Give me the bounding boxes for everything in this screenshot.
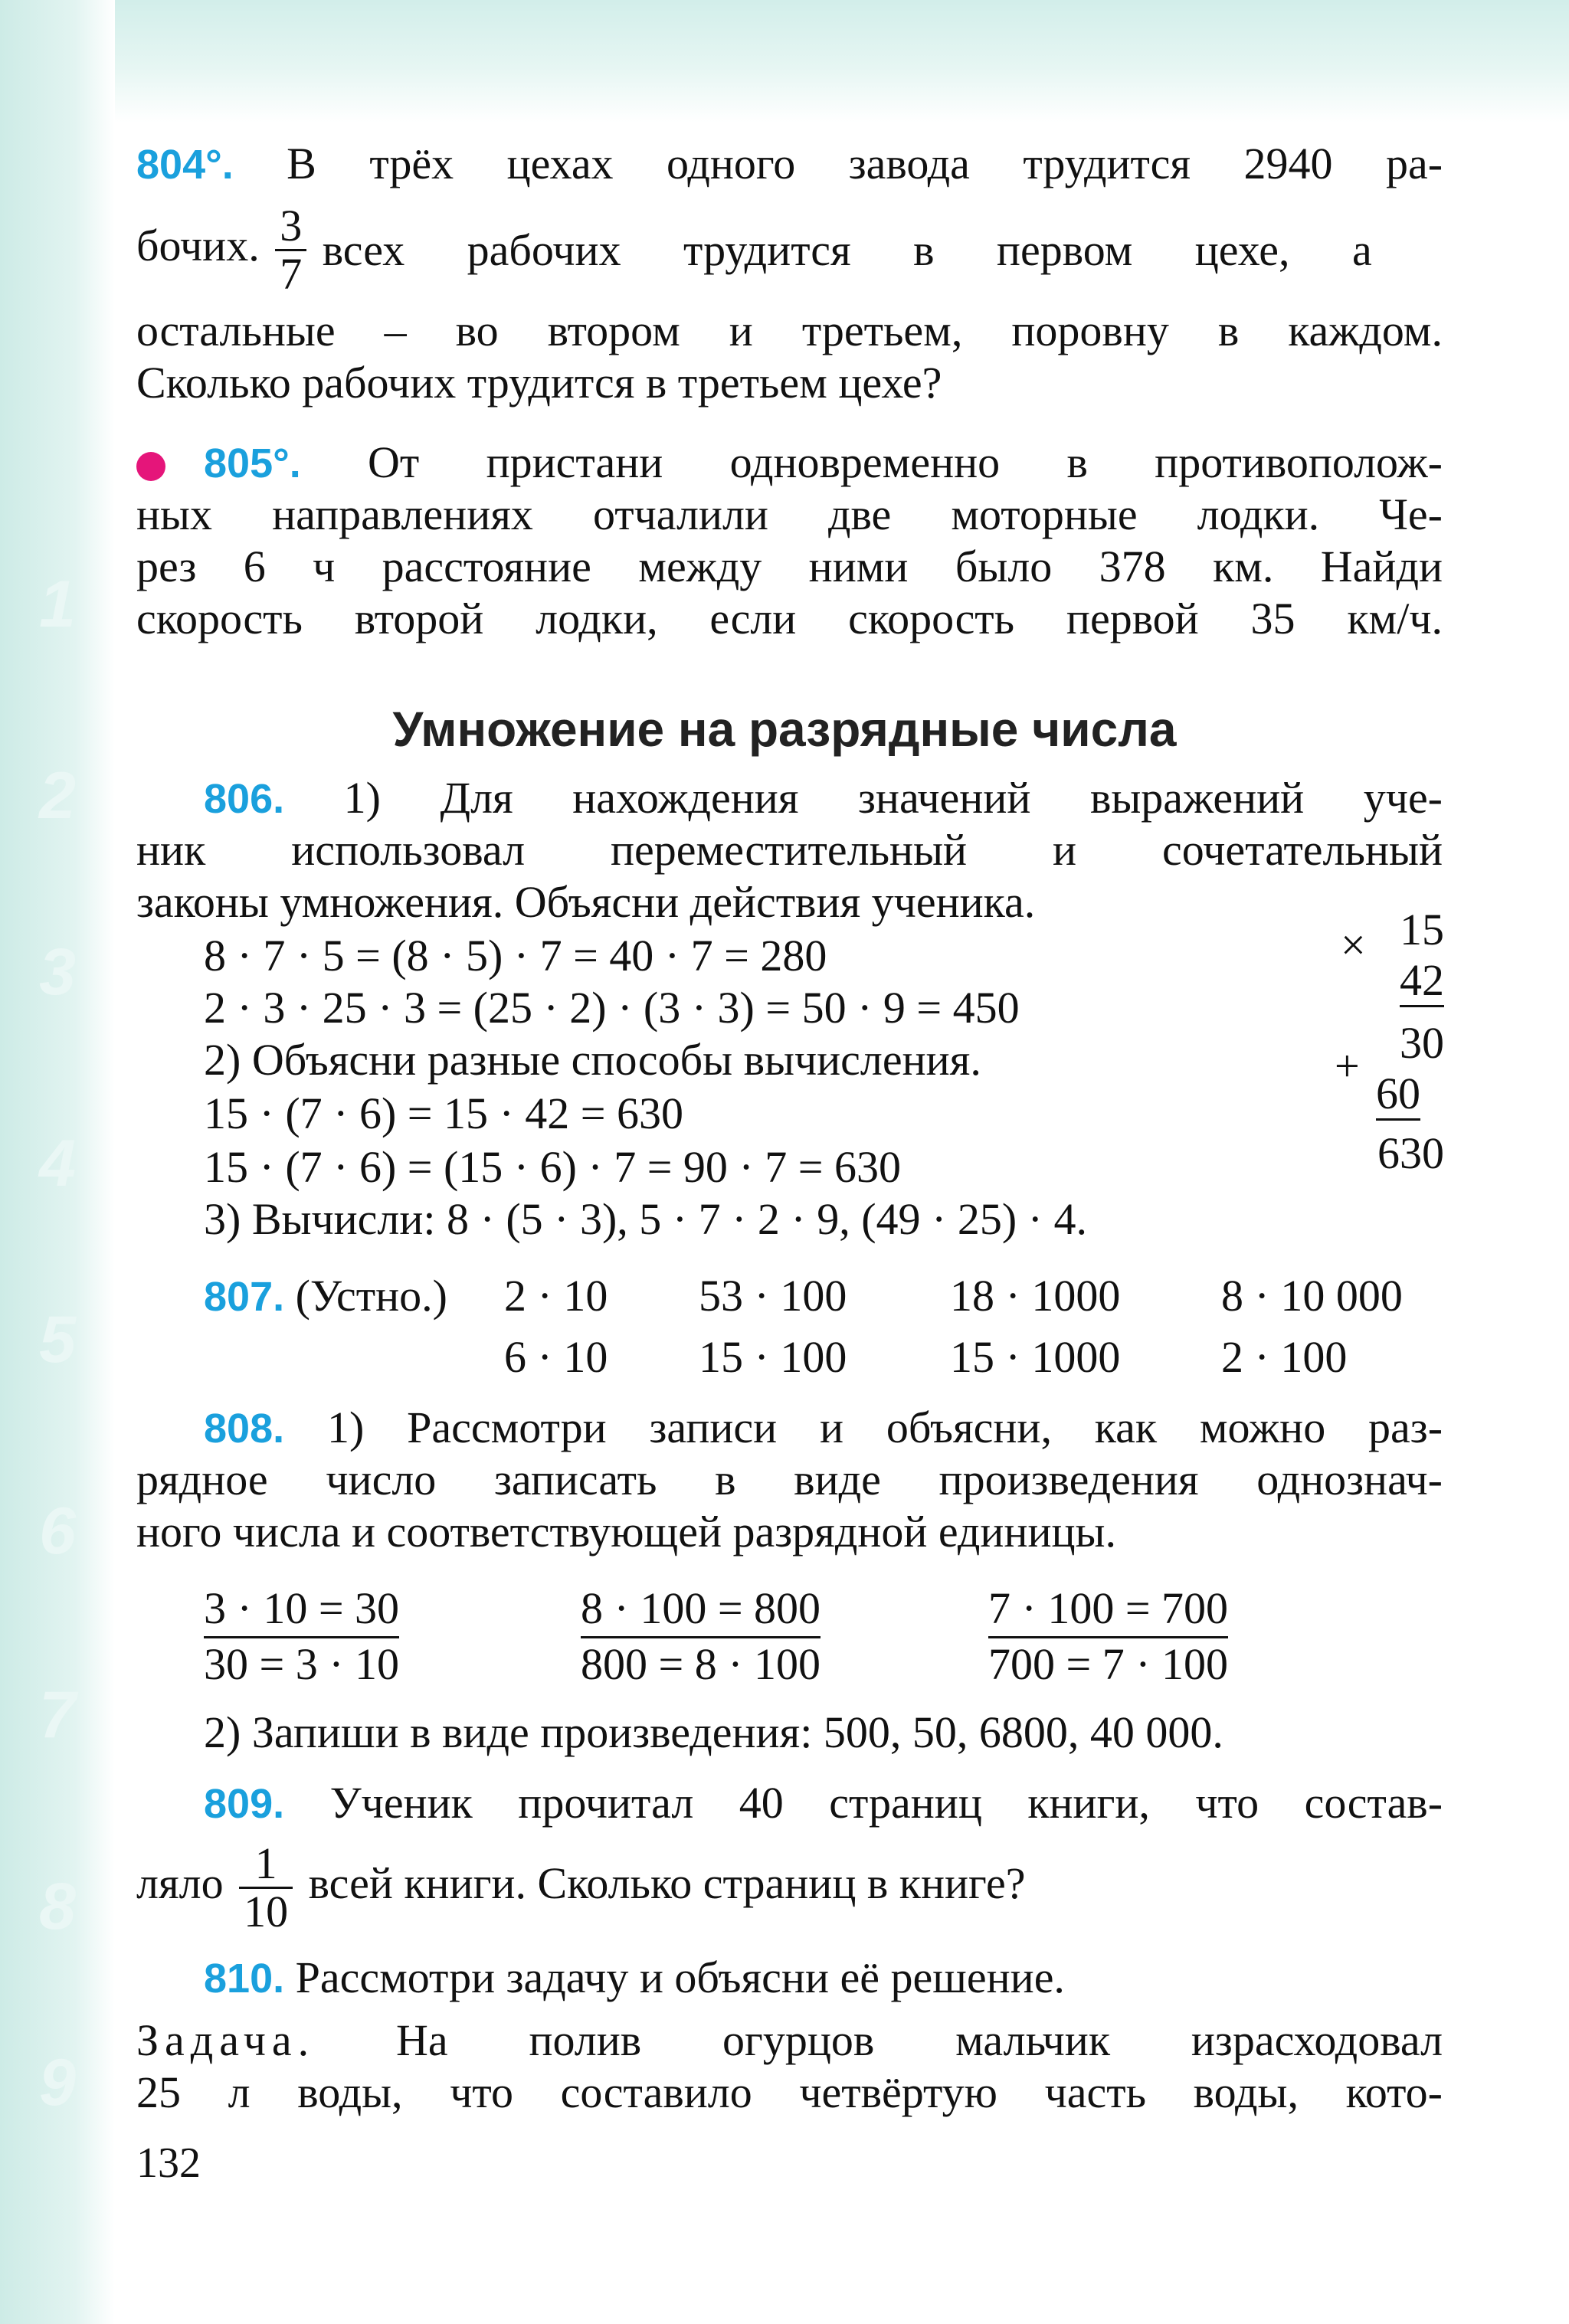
column-row: [1356, 954, 1444, 1007]
problem-text: Рассмотри задачу и объясни её решение.: [295, 1952, 1065, 2002]
column-row: [1356, 904, 1444, 956]
equality-pair: [581, 1583, 821, 1691]
problem-text: всей книги. Сколько страниц в книге?: [308, 1858, 1026, 1908]
side-number: 1: [39, 568, 76, 641]
problem-text: На полив огурцов мальчик израсходовал: [396, 2015, 1443, 2065]
oral-expression: 18 · 1000: [950, 1271, 1121, 1321]
side-number: 8: [39, 1870, 76, 1943]
problem-809-line2: [136, 1834, 1443, 1935]
oral-expression: 6 · 10: [504, 1332, 608, 1382]
oral-expression: 15 · 100: [699, 1332, 847, 1382]
column-value: 15: [1400, 905, 1444, 954]
problem-810-line2: [136, 2015, 1443, 2067]
equality-bottom: 30 = 3 · 10: [204, 1639, 400, 1689]
side-number: 7: [39, 1678, 76, 1752]
side-number: 6: [39, 1494, 76, 1568]
problem-808-line1: [204, 1402, 1443, 1455]
problem-number: 809.: [204, 1781, 285, 1827]
problem-number: 810.: [204, 1956, 285, 2002]
column-value: 30: [1400, 1018, 1444, 1068]
column-row: [1356, 1068, 1420, 1120]
problem-806-line1: [204, 772, 1443, 825]
problem-810-line3: 25 л воды, что составило четвёртую часть воды, кото-: [136, 2067, 1443, 2117]
oral-expression: 8 · 10 000: [1221, 1271, 1403, 1321]
expression: 15 · (7 · 6) = 15 · 42 = 630: [204, 1088, 683, 1138]
equality-top: 8 · 100 = 800: [581, 1583, 821, 1638]
problem-805-line2: ных направлениях отчалили две моторные лодки. Че-: [136, 489, 1443, 539]
problem-number: 805°.: [204, 440, 301, 486]
problem-text: В трёх цехах одного завода трудится 2940 ра-: [287, 139, 1443, 188]
fraction: [275, 201, 306, 300]
side-number: 9: [39, 2046, 76, 2119]
problem-number: 806.: [204, 776, 285, 822]
side-number: 4: [39, 1127, 76, 1200]
problem-809-line1: [204, 1777, 1443, 1830]
problem-text: ляло: [136, 1858, 224, 1908]
side-number: 2: [39, 759, 76, 833]
side-decor-band: [0, 0, 115, 2324]
column-value: 60: [1376, 1069, 1420, 1121]
problem-808-part2: 2) Запиши в виде произведения: 500, 50, 6800, 40 000.: [204, 1707, 1223, 1757]
plus-sign: +: [1335, 1041, 1360, 1091]
top-decor-band: [0, 0, 1569, 123]
problem-text: 1) Для нахождения значений выражений уче-: [343, 773, 1443, 823]
problem-808-line2: рядное число записать в виде произведения однознач-: [136, 1455, 1443, 1504]
problem-804-line2: [136, 196, 1443, 300]
problem-text: бочих.: [136, 221, 260, 270]
problem-805-line1: [204, 437, 1443, 489]
numerator: 3: [275, 203, 306, 251]
expression: 8 · 7 · 5 = (8 · 5) · 7 = 40 · 7 = 280: [204, 931, 827, 980]
column-row: [1356, 1128, 1444, 1180]
oral-expression: 2 · 100: [1221, 1332, 1348, 1382]
equality-pair: [204, 1583, 399, 1691]
side-number: 5: [39, 1303, 76, 1376]
problem-806-line3: законы умножения. Объясни действия ученика.: [136, 877, 1036, 927]
column-value: 42: [1400, 955, 1444, 1007]
problem-label: (Устно.): [295, 1271, 447, 1321]
problem-804-line3: остальные – во втором и третьем, поровну в каждом.: [136, 306, 1443, 355]
problem-text: Ученик прочитал 40 страниц книги, что состав-: [329, 1778, 1443, 1828]
problem-text: всех рабочих трудится в первом цехе, а: [322, 224, 1372, 275]
denominator: 10: [244, 1887, 289, 1937]
oral-expression: 2 · 10: [504, 1271, 608, 1321]
problem-806-part3: 3) Вычисли: 8 · (5 · 3), 5 · 7 · 2 · 9, (49 · 25) · 4.: [204, 1194, 1087, 1244]
oral-expression: 53 · 100: [699, 1271, 847, 1321]
page-number: 132: [136, 2139, 201, 2187]
problem-806-line2: ник использовал переместительный и сочетательный: [136, 825, 1443, 875]
expression: 2 · 3 · 25 · 3 = (25 · 2) · (3 · 3) = 50 · 9 = 450: [204, 983, 1020, 1033]
denominator: 7: [280, 249, 303, 300]
equality-top: 7 · 100 = 700: [988, 1583, 1228, 1638]
section-heading: Умножение на разрядные числа: [392, 702, 1177, 757]
task-label: Задача.: [136, 2015, 316, 2065]
equality-top: 3 · 10 = 30: [204, 1583, 399, 1638]
oral-expression: 15 · 1000: [950, 1332, 1121, 1382]
equality-bottom: 700 = 7 · 100: [988, 1639, 1229, 1689]
times-sign: ×: [1341, 920, 1366, 970]
problem-text: От пристани одновременно в противополож-: [368, 437, 1443, 487]
problem-804-line4: Сколько рабочих трудится в третьем цехе?: [136, 358, 942, 408]
numerator: 1: [239, 1841, 293, 1889]
equality-bottom: 800 = 8 · 100: [581, 1639, 821, 1689]
column-row: [1356, 1017, 1444, 1069]
problem-808-line3: ного числа и соответствующей разрядной единицы.: [136, 1507, 1117, 1556]
problem-805-line3: рез 6 ч расстояние между ними было 378 км. Найди: [136, 542, 1443, 591]
problem-804-line1: [136, 138, 1443, 191]
expression: 15 · (7 · 6) = (15 · 6) · 7 = 90 · 7 = 630: [204, 1142, 901, 1192]
problem-810-line1: [204, 1952, 1443, 2005]
key-task-bullet: [136, 452, 165, 481]
problem-number: 804°.: [136, 142, 234, 188]
equality-pair: [988, 1583, 1228, 1691]
problem-805-line4: скорость второй лодки, если скорость первой 35 км/ч.: [136, 594, 1443, 643]
problem-number: 808.: [204, 1406, 285, 1452]
side-number: 3: [39, 935, 76, 1009]
fraction: [239, 1838, 293, 1937]
problem-806-part2: 2) Объясни разные способы вычисления.: [204, 1035, 981, 1085]
problem-text: 1) Рассмотри записи и объясни, как можно раз-: [326, 1403, 1443, 1452]
column-value: 630: [1377, 1128, 1444, 1178]
problem-number: 807.: [204, 1274, 285, 1320]
